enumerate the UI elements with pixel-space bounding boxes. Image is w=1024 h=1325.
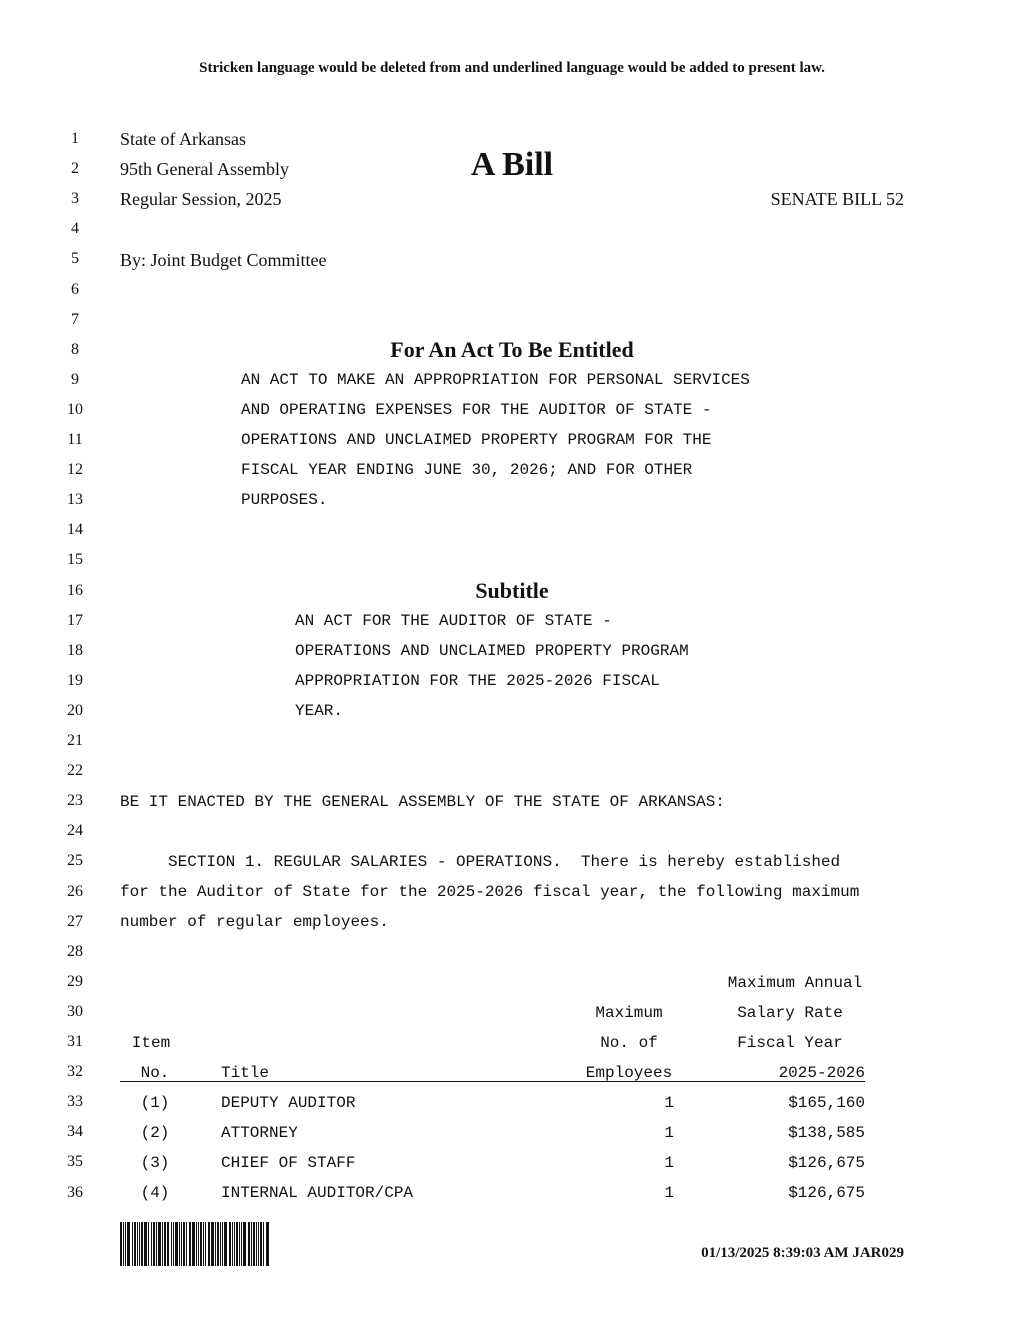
line-number: 1 [71,130,79,147]
barcode-bar [198,1222,199,1266]
sponsor-line: By: Joint Budget Committee [120,250,327,270]
employee-count: 1 [664,1184,674,1202]
col-header-year: 2025-2026 [778,1064,865,1082]
barcode-bar [256,1222,257,1266]
bill-number: SENATE BILL 52 [770,189,904,209]
line-number: 15 [67,551,83,569]
barcode-bar [125,1222,126,1266]
item-number: (2) [140,1124,170,1142]
barcode-bar [241,1222,242,1266]
employee-count: 1 [664,1154,674,1172]
barcode-bar [139,1222,140,1266]
line-number: 33 [67,1093,83,1111]
col-header-no-of: No. of [600,1034,658,1052]
line-number: 31 [67,1033,83,1050]
line-number: 3 [71,190,79,208]
entitled-line: PURPOSES. [241,491,328,509]
barcode-bar [141,1222,143,1266]
line-number: 28 [67,942,83,960]
col-header-salary-rate: Salary Rate [737,1004,843,1022]
barcode-bar [164,1222,166,1266]
enacting-clause: BE IT ENACTED BY THE GENERAL ASSEMBLY OF THE STATE OF ARKANSAS: [120,793,725,811]
barcode-bar [239,1222,240,1266]
entitled-heading: For An Act To Be Entitled [390,337,634,362]
barcode-bar [175,1222,178,1266]
entitled-line: AND OPERATING EXPENSES FOR THE AUDITOR OF STATE - [241,401,712,419]
barcode-bar [156,1222,157,1266]
position-title: ATTORNEY [221,1124,298,1142]
barcode-bar [229,1222,231,1266]
subtitle-line: OPERATIONS AND UNCLAIMED PROPERTY PROGRAM [295,642,689,660]
line-number: 20 [67,701,83,719]
line-number: 17 [67,611,83,629]
barcode-bar [222,1222,223,1266]
section-1-text: SECTION 1. REGULAR SALARIES - OPERATIONS. There is hereby established [120,853,841,871]
barcode-bar [134,1222,136,1266]
barcode-bar [181,1222,182,1266]
line-number: 11 [67,431,83,448]
line-number: 21 [67,732,83,749]
barcode-bar [260,1222,262,1266]
position-title: INTERNAL AUDITOR/CPA [221,1184,414,1202]
line-number: 36 [67,1183,83,1201]
employee-count: 1 [664,1094,674,1112]
barcode-bar [196,1222,197,1266]
line-number: 27 [67,912,83,930]
barcode-bar [158,1222,161,1266]
line-number: 34 [67,1123,83,1141]
line-number: 12 [67,461,83,479]
item-number: (4) [140,1184,170,1202]
barcode-bar [151,1222,152,1266]
salary-rate: $126,675 [788,1154,865,1172]
barcode-bar [183,1222,185,1266]
col-header-maximum: Maximum [595,1004,663,1022]
barcode-bar [205,1222,206,1266]
line-number: 29 [67,972,83,990]
entitled-line: AN ACT TO MAKE AN APPROPRIATION FOR PERSONAL SERVICES [241,371,750,389]
barcode-bar [173,1222,174,1266]
position-title: DEPUTY AUDITOR [221,1094,356,1112]
barcode-bar [253,1222,255,1266]
barcode-bar [258,1222,259,1266]
section-1-text: number of regular employees. [120,913,389,931]
barcode-bar [137,1222,138,1266]
salary-rate: $165,160 [788,1094,865,1112]
position-title: CHIEF OF STAFF [221,1154,356,1172]
entitled-line: FISCAL YEAR ENDING JUNE 30, 2026; AND FOR OTHER [241,461,693,479]
line-number: 13 [67,491,83,509]
col-header-fiscal-year: Fiscal Year [737,1034,843,1052]
salary-rate: $126,675 [788,1184,865,1202]
col-header-employees: Employees [585,1064,673,1082]
salary-rate: $138,585 [788,1124,865,1142]
section-1-text: for the Auditor of State for the 2025-2026 fiscal year, the following maximum [120,883,860,901]
line-number: 14 [67,521,83,539]
barcode-bar [200,1222,202,1266]
barcode-bar [144,1222,147,1266]
barcode-bar [266,1222,269,1266]
barcode-bar [123,1222,124,1266]
barcode-graphic [120,1222,270,1266]
barcode-bar [211,1222,214,1266]
barcode-bar [186,1222,187,1266]
barcode-bar [148,1222,149,1266]
item-number: (1) [140,1094,170,1112]
barcode-bar [162,1222,163,1266]
line-number: 22 [67,762,83,780]
barcode-bar [220,1222,221,1266]
barcode-bar [167,1222,169,1266]
line-number: 4 [71,220,79,238]
table-header-rule [120,1081,865,1082]
barcode-bar [120,1222,122,1266]
session-label: Regular Session, 2025 [120,189,282,209]
line-number: 7 [71,310,79,328]
col-header-item: Item [131,1034,171,1052]
subtitle-line: AN ACT FOR THE AUDITOR OF STATE - [295,612,612,630]
col-header-no: No. [140,1064,170,1082]
line-number: 18 [67,641,83,659]
employee-count: 1 [664,1124,674,1142]
subtitle-line: YEAR. [295,702,344,720]
bill-type-title: A Bill [470,146,554,183]
line-number: 35 [67,1153,83,1171]
state-name: State of Arkansas [120,129,246,149]
line-number: 32 [67,1063,83,1081]
line-number: 10 [67,400,83,418]
line-number: 23 [67,792,83,810]
line-number: 30 [67,1002,83,1020]
entitled-line: OPERATIONS AND UNCLAIMED PROPERTY PROGRAM FOR THE [241,431,712,449]
line-number: 26 [67,882,83,900]
barcode-bar [263,1222,264,1266]
line-number: 5 [71,250,79,268]
general-assembly: 95th General Assembly [120,159,289,179]
barcode-bar [127,1222,130,1266]
item-number: (3) [140,1154,170,1172]
barcode-bar [208,1222,210,1266]
barcode-bar [248,1222,250,1266]
barcode-bar [153,1222,155,1266]
strike-notice: Stricken language would be deleted from and underlined language would be added to present law. [199,60,825,76]
line-number: 6 [71,280,79,298]
barcode-bar [192,1222,195,1266]
subtitle-line: APPROPRIATION FOR THE 2025-2026 FISCAL [295,672,660,690]
barcode-bar [243,1222,246,1266]
subtitle-heading: Subtitle [475,578,549,603]
barcode-bar [234,1222,235,1266]
barcode-bar [179,1222,180,1266]
barcode-bar [215,1222,216,1266]
barcode-bar [189,1222,191,1266]
barcode-bar [232,1222,233,1266]
barcode-bar [236,1222,238,1266]
line-number: 9 [71,370,79,388]
line-number: 2 [71,160,79,178]
col-header-title: Title [221,1064,270,1082]
line-number: 24 [67,822,83,840]
line-number: 16 [67,581,83,599]
line-number: 8 [71,340,79,358]
barcode-bar [171,1222,172,1266]
barcode-bar [217,1222,219,1266]
line-number: 25 [67,852,83,870]
col-header-max-annual: Maximum Annual [727,974,863,992]
barcode-bar [224,1222,227,1266]
barcode-bar [132,1222,133,1266]
barcode-bar [251,1222,252,1266]
line-number: 19 [67,671,83,689]
document-timestamp: 01/13/2025 8:39:03 AM JAR029 [701,1245,904,1261]
barcode-bar [203,1222,204,1266]
